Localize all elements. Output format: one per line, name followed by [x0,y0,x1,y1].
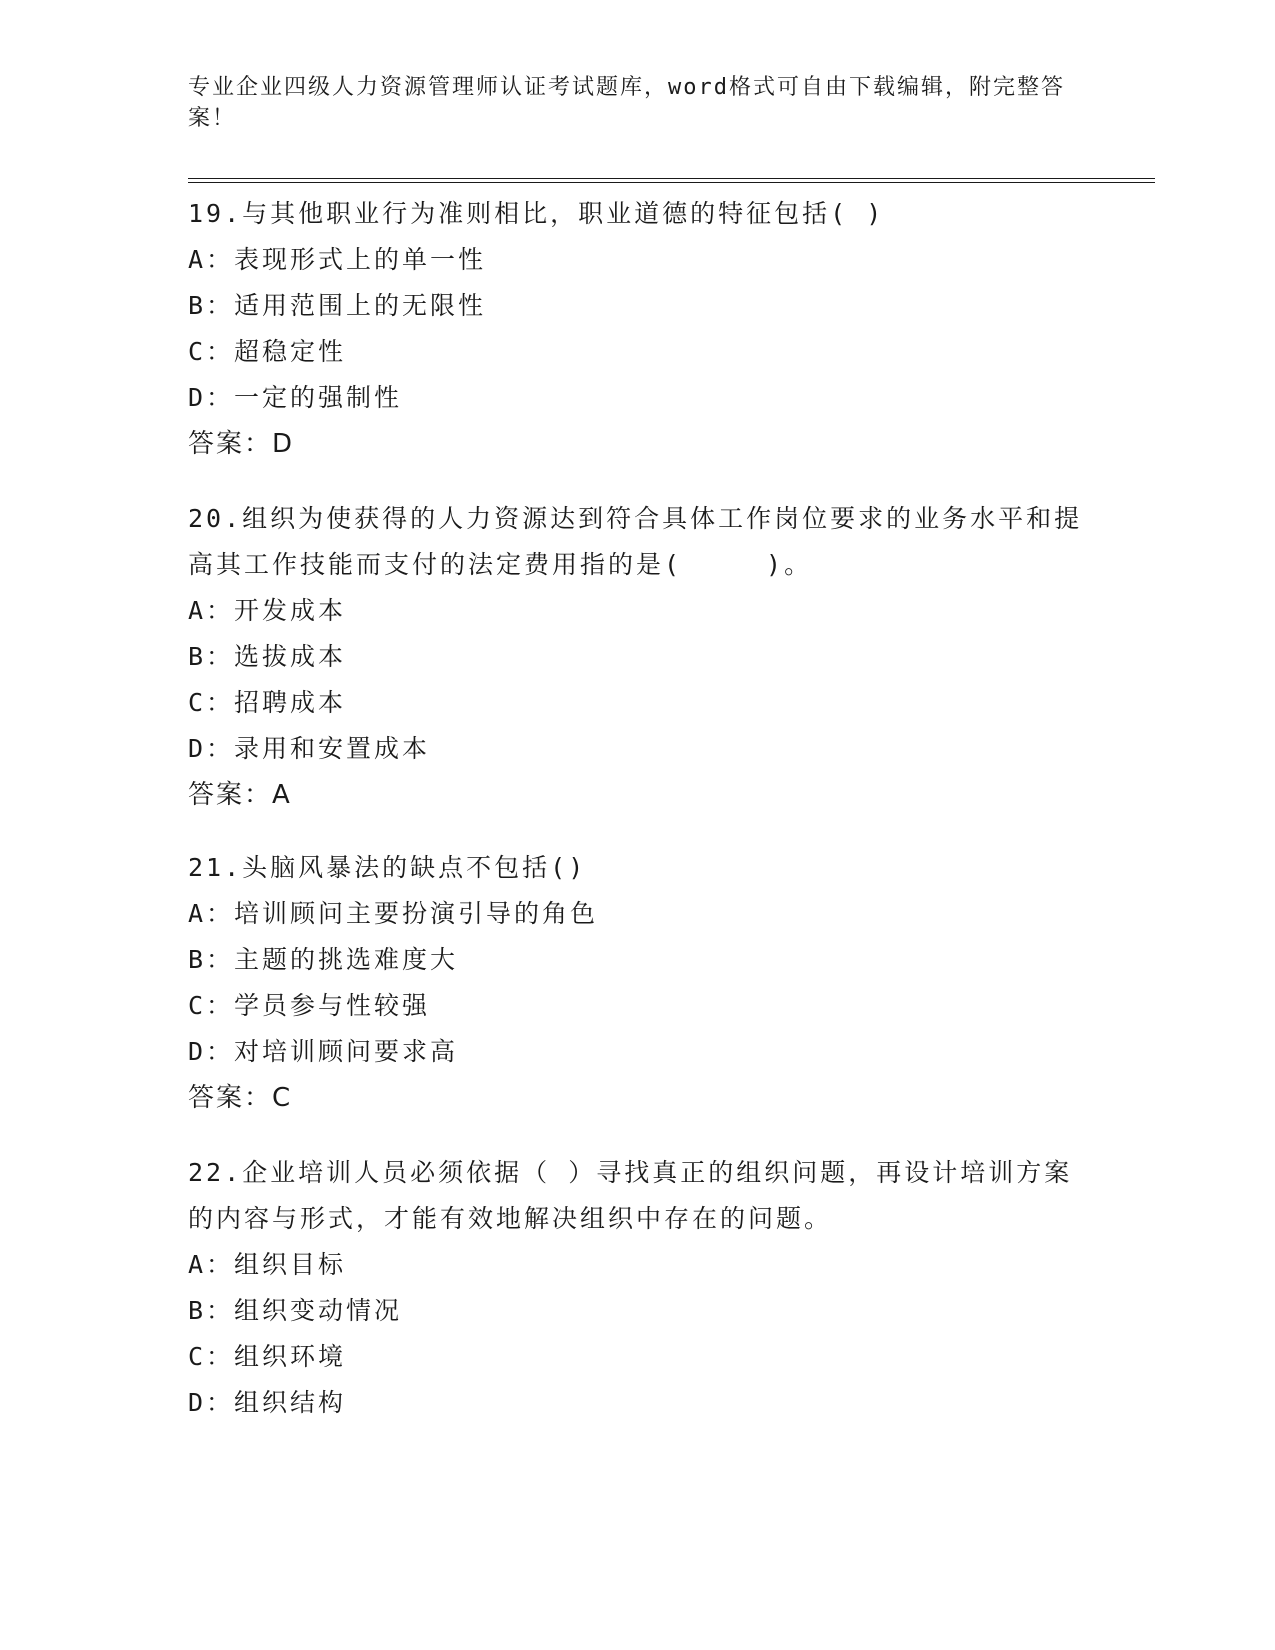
option-c: C：超稳定性 [188,337,347,366]
question-stem: 21.头脑风暴法的缺点不包括() [188,853,587,882]
option-a: A：培训顾问主要扮演引导的角色 [188,899,599,928]
option-d: D：组织结构 [188,1388,347,1417]
document-header: 专业企业四级人力资源管理师认证考试题库，word格式可自由下载编辑，附完整答案！ [188,75,1065,131]
question-stem: 20.组织为使获得的人力资源达到符合具体工作岗位要求的业务水平和提高其工作技能而支付的法定费用指的是( )。 [188,504,1083,579]
option-a: A：开发成本 [188,596,347,625]
option-b: B：选拔成本 [188,642,347,671]
option-d: D：对培训顾问要求高 [188,1037,459,1066]
option-a: A：表现形式上的单一性 [188,245,487,274]
option-a: A：组织目标 [188,1250,347,1279]
option-d: D：一定的强制性 [188,383,403,412]
header-rule-bottom [188,182,1155,183]
answer-label: 答案：D [188,429,295,459]
question-22 [188,1150,1088,1426]
question-stem: 19.与其他职业行为准则相比，职业道德的特征包括( ) [188,199,885,228]
question-21 [188,845,1088,1121]
option-c: C：组织环境 [188,1342,347,1371]
option-b: B：适用范围上的无限性 [188,291,487,320]
question-stem: 22.企业培训人员必须依据（ ）寻找真正的组织问题，再设计培训方案的内容与形式，才能有效地解决组织中存在的问题。 [188,1158,1073,1233]
answer-label: 答案：A [188,780,292,810]
option-c: C：学员参与性较强 [188,991,431,1020]
question-19 [188,191,1088,467]
answer-label: 答案：C [188,1083,293,1113]
option-b: B：主题的挑选难度大 [188,945,459,974]
header-rule-top [188,178,1155,179]
option-d: D：录用和安置成本 [188,734,431,763]
option-c: C：招聘成本 [188,688,347,717]
option-b: B：组织变动情况 [188,1296,403,1325]
question-20 [188,496,1088,818]
